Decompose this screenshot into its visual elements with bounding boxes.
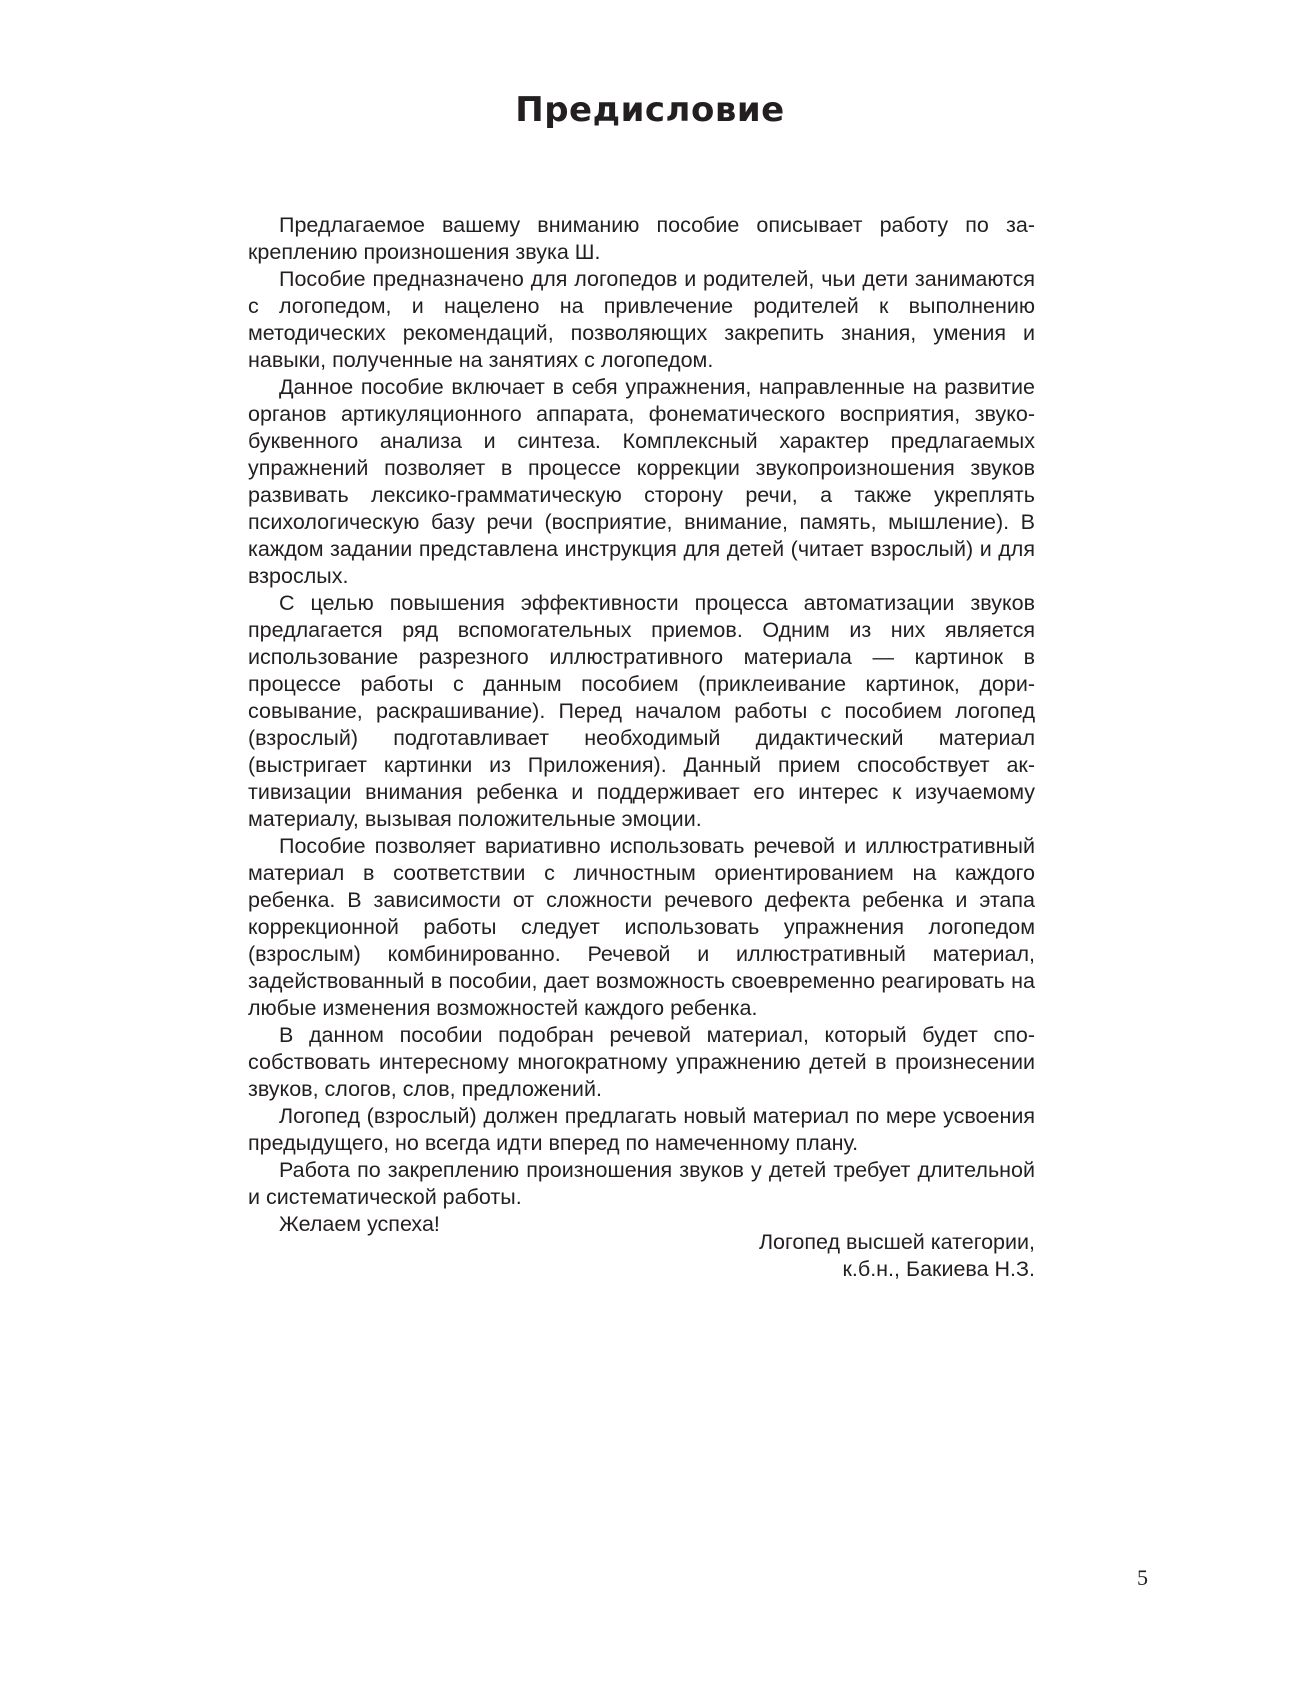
paragraph: Пособие позволяет вариативно использовать речевой и иллюстративный материал в соответствии с личностным ориентированием на каждого ребенка. В зависимости от сложности речевого дефекта ребенка и этапа коррекционной работы следует использовать упражнения логопедом (взрослым) комбинированно. Речевой и иллюстративный материал, задействованный в пособии, дает возможность своевременно реагировать на любые изменения возможностей каждого ребенка. xyxy=(248,834,1035,1020)
paragraph: В данном пособии подобран речевой материал, который будет способствовать интересному многократному упражнению детей в произнесении звуков, слогов, слов, предложений. xyxy=(248,1023,1035,1101)
closing-wish: Желаем успеха! xyxy=(279,1212,440,1236)
author-signature xyxy=(248,1229,1035,1283)
author-title: Логопед высшей категории, xyxy=(758,1230,1035,1254)
preface-body xyxy=(248,212,1035,1238)
page-title: Предисловие xyxy=(515,90,785,130)
paragraph: Предлагаемое вашему вниманию пособие описывает работу по закреплению произношения звука Ш. xyxy=(248,213,1035,264)
paragraph: Логопед (взрослый) должен предлагать новый материал по мере усвоения предыдущего, но всегда идти вперед по намеченному плану. xyxy=(248,1104,1035,1155)
paragraph: Работа по закреплению произношения звуков у детей требует длительной и систематической работы. xyxy=(248,1158,1035,1209)
paragraph: Пособие предназначено для логопедов и родителей, чьи дети занимаются с логопедом, и нацелено на привлечение родителей к выполнению методических рекомендаций, позволяющих закрепить знания, умения и навыки, полученные на занятиях с логопедом. xyxy=(248,267,1035,372)
page-number: 5 xyxy=(1137,1565,1148,1590)
author-name: к.б.н., Бакиева Н.З. xyxy=(842,1257,1035,1281)
paragraph: Данное пособие включает в себя упражнения, направленные на развитие органов артикуляционного аппарата, фонематического восприятия, звуко-буквенного анализа и синтеза. Комплексный характер предлагаемых упражнений позволяет в процессе коррекции звукопроизношения звуков развивать лексико-грамматическую сторону речи, а также укреплять психологическую базу речи (восприятие, внимание, память, мышление). В каждом задании представлена инструкция для детей (читает взрослый) и для взрослых. xyxy=(248,375,1035,588)
paragraph: С целью повышения эффективности процесса автоматизации звуков предлагается ряд вспомогательных приемов. Одним из них является использование разрезного иллюстративного материала — картинок в процессе работы с данным пособием (приклеивание картинок, дорисовывание, раскрашивание). Перед началом работы с пособием логопед (взрослый) подготавливает необходимый дидактический материал (выстригает картинки из Приложения). Данный прием способствует активизации внимания ребенка и поддерживает его интерес к изучаемому материалу, вызывая положительные эмоции. xyxy=(248,591,1035,831)
